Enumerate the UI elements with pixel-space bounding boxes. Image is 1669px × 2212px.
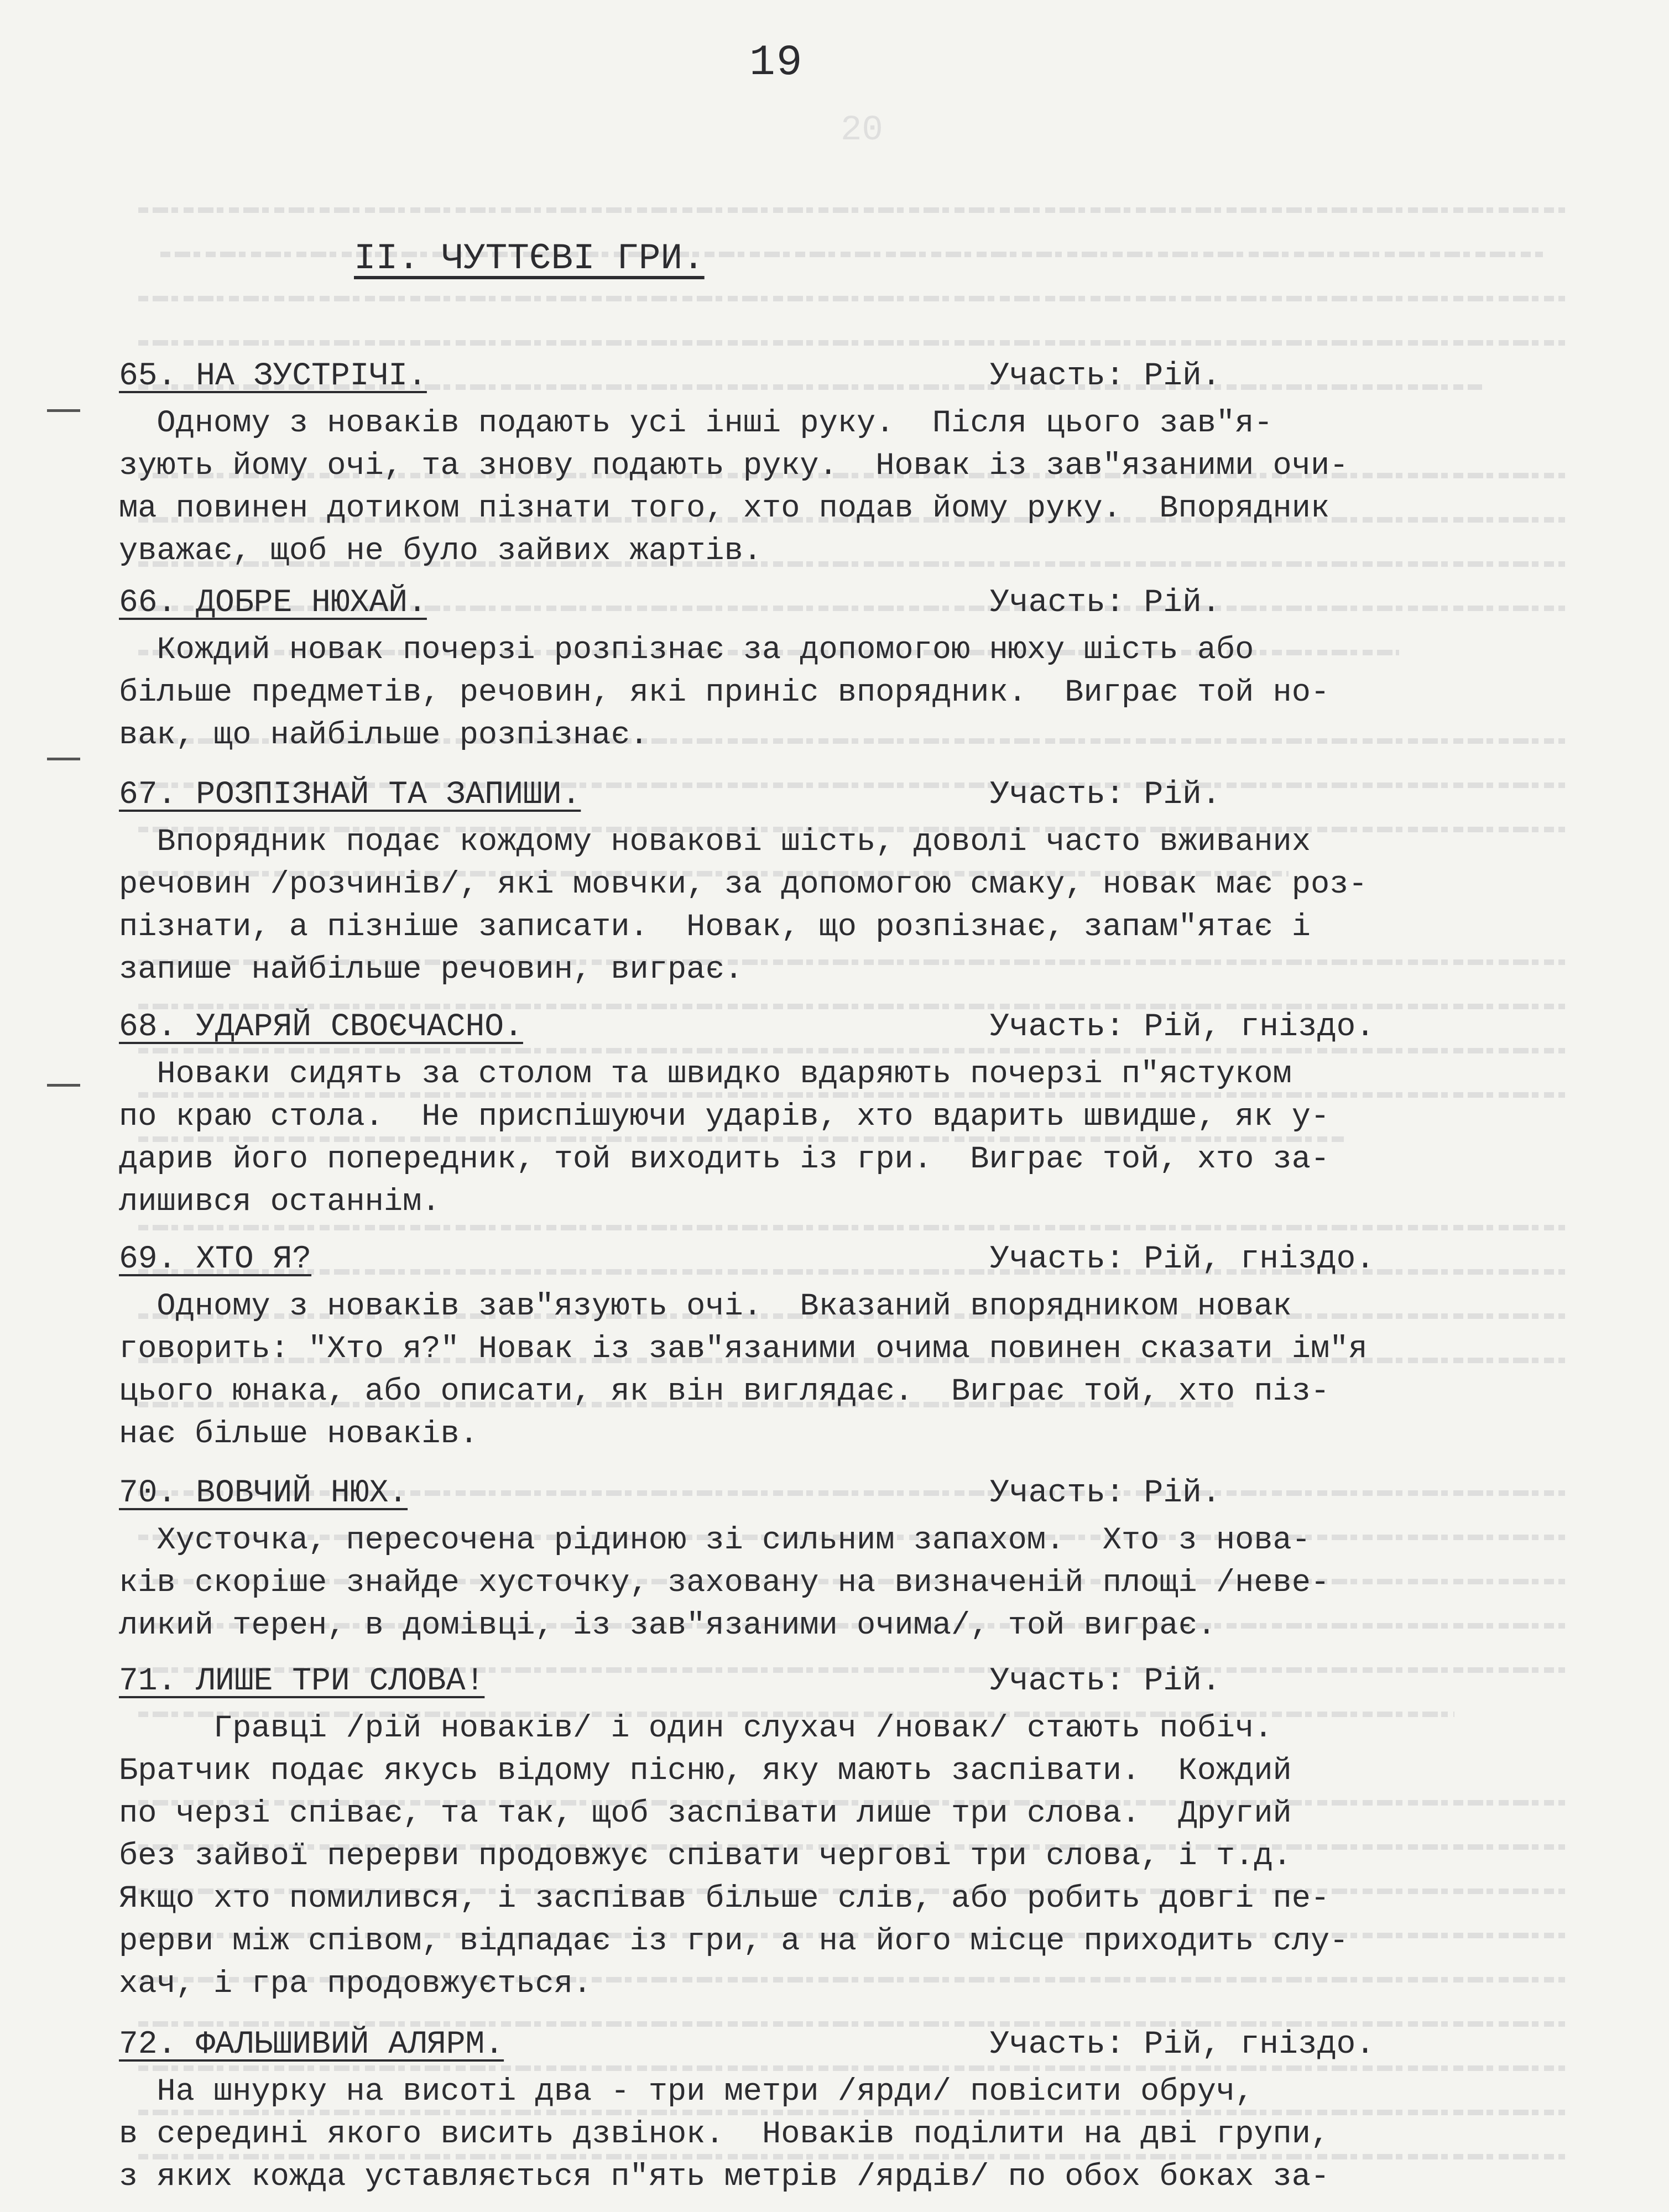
section-header: [119, 1009, 1601, 1053]
participation-label: Участь: Рій.: [990, 358, 1221, 394]
game-section: [119, 585, 1601, 757]
margin-mark: [47, 1084, 80, 1087]
text-line: лишився останнім.: [119, 1185, 441, 1220]
text-line: запише найбільше речовин, виграє.: [119, 952, 743, 988]
participation-label: Участь: Рій, гніздо.: [990, 1009, 1375, 1045]
text-line: Впорядник подає кождому новакові шість, доволі часто вживаних: [119, 825, 1311, 860]
participation-label: Участь: Рій.: [990, 1475, 1221, 1511]
text-line: ма повинен дотиком пізнати того, хто подав йому руку. Впорядник: [119, 491, 1330, 526]
bleed-through-page-number: 20: [841, 111, 883, 150]
text-line: Кождий новак почерзі розпізнає за допомогою нюху шість або: [119, 633, 1254, 668]
text-line: пізнати, а пізніше записати. Новак, що розпізнає, запам"ятає і: [119, 910, 1311, 945]
game-section: [119, 2027, 1601, 2199]
section-header: [119, 358, 1601, 403]
game-section: [119, 1009, 1601, 1224]
text-line: вак, що найбільше розпізнає.: [119, 718, 649, 753]
text-line: по краю стола. Не приспішуючи ударів, хто вдарить швидше, як у-: [119, 1099, 1330, 1135]
text-line: в середині якого висить дзвінок. Новаків поділити на дві групи,: [119, 2117, 1330, 2152]
section-header: [119, 1475, 1601, 1520]
text-line: без зайвої перерви продовжує співати чергові три слова, і т.д.: [119, 1839, 1292, 1874]
section-title: 66. ДОБРЕ НЮХАЙ.: [119, 585, 427, 621]
section-title: 68. УДАРЯЙ СВОЄЧАСНО.: [119, 1009, 523, 1045]
text-line: Новаки сидять за столом та швидко вдаряють почерзі п"ястуком: [119, 1057, 1292, 1092]
section-header: [119, 585, 1601, 629]
text-line: ків скоріше знайде хусточку, заховану на визначеній площі /неве-: [119, 1566, 1330, 1601]
section-title: 70. ВОВЧИЙ НЮХ.: [119, 1475, 408, 1511]
text-line: Братчик подає якусь відому пісню, яку мають заспівати. Кождий: [119, 1754, 1292, 1789]
section-title: 67. РОЗПІЗНАЙ ТА ЗАПИШИ.: [119, 777, 581, 813]
text-line: по черзі співає, та так, щоб заспівати лише три слова. Другий: [119, 1796, 1292, 1832]
section-header: [119, 777, 1601, 821]
section-title: 72. ФАЛЬШИВИЙ АЛЯРМ.: [119, 2027, 504, 2063]
text-line: нає більше новаків.: [119, 1417, 478, 1452]
participation-label: Участь: Рій, гніздо.: [990, 1241, 1375, 1277]
text-line: речовин /розчинів/, які мовчки, за допомогою смаку, новак має роз-: [119, 867, 1368, 902]
chapter-heading: II. ЧУТТЄВІ ГРИ.: [354, 238, 705, 279]
text-line: з яких кожда уставляється п"ять метрів /ярдів/ по обох боках за-: [119, 2159, 1330, 2195]
text-line: дарив його попередник, той виходить із гри. Виграє той, хто за-: [119, 1142, 1330, 1177]
text-line: цього юнака, або описати, як він виглядає. Виграє той, хто піз-: [119, 1374, 1330, 1410]
section-title: 69. ХТО Я?: [119, 1241, 312, 1277]
text-line: Якщо хто помилився, і заспівав більше слів, або робить довгі пе-: [119, 1881, 1330, 1917]
margin-mark: [47, 758, 80, 760]
participation-label: Участь: Рій.: [990, 1663, 1221, 1699]
text-line: уважає, щоб не було зайвих жартів.: [119, 534, 762, 569]
section-header: [119, 1241, 1601, 1286]
page-number: 19: [749, 39, 804, 87]
text-line: Одному з новаків подають усі інші руку. Після цього зав"я-: [119, 406, 1273, 441]
game-section: [119, 1663, 1601, 2006]
section-header: [119, 1663, 1601, 1708]
text-line: зують йому очі, та знову подають руку. Новак із зав"язаними очи-: [119, 448, 1349, 484]
game-section: [119, 777, 1601, 992]
text-line: рерви між співом, відпадає із гри, а на його місце приходить слу-: [119, 1924, 1349, 1959]
text-line: На шнурку на висоті два - три метри /ярди/ повісити обруч,: [119, 2074, 1254, 2110]
margin-mark: [47, 409, 80, 412]
participation-label: Участь: Рій, гніздо.: [990, 2027, 1375, 2063]
text-line: говорить: "Хто я?" Новак із зав"язаними очима повинен сказати ім"я: [119, 1332, 1368, 1367]
text-line: хач, і гра продовжується.: [119, 1966, 592, 2002]
game-section: [119, 358, 1601, 573]
text-line: Хусточка, пересочена рідиною зі сильним запахом. Хто з нова-: [119, 1523, 1311, 1558]
game-section: [119, 1241, 1601, 1456]
text-line: Одному з новаків зав"язують очі. Вказаний впорядником новак: [119, 1289, 1292, 1324]
text-line: більше предметів, речовин, які приніс впорядник. Виграє той но-: [119, 675, 1330, 711]
participation-label: Участь: Рій.: [990, 777, 1221, 813]
participation-label: Участь: Рій.: [990, 585, 1221, 621]
section-title: 71. ЛИШЕ ТРИ СЛОВА!: [119, 1663, 485, 1699]
section-title: 65. НА ЗУСТРІЧІ.: [119, 358, 427, 394]
section-header: [119, 2027, 1601, 2071]
text-line: Гравці /рій новаків/ і один слухач /новак/ стають побіч.: [119, 1711, 1273, 1746]
game-section: [119, 1475, 1601, 1647]
text-line: ликий терен, в домівці, із зав"язаними очима/, той виграє.: [119, 1608, 1216, 1644]
